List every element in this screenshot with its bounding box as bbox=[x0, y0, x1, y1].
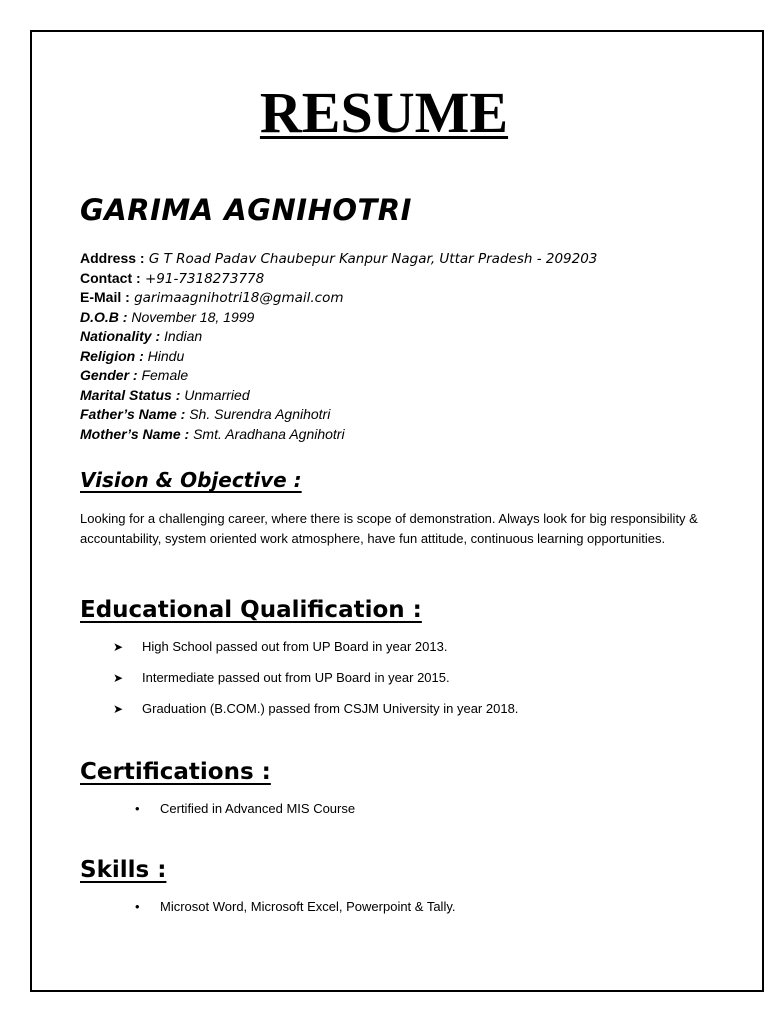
list-item bbox=[113, 668, 713, 699]
gender-row bbox=[80, 366, 720, 386]
mother-name-label: Mother’s Name : bbox=[80, 425, 190, 442]
email-label: E-Mail : bbox=[80, 289, 130, 305]
certifications-heading: Certifications : bbox=[80, 759, 271, 785]
arrow-bullet-icon: ➤ bbox=[113, 640, 124, 654]
email-value: garimaagnihotri18@gmail.com bbox=[129, 290, 344, 306]
education-item-text: High School passed out from UP Board in year 2013. bbox=[142, 639, 448, 654]
mother-name-value: Smt. Aradhana Agnihotri bbox=[189, 425, 345, 442]
skills-heading: Skills : bbox=[80, 857, 167, 883]
certifications-list bbox=[135, 799, 695, 819]
nationality-value: Indian bbox=[160, 328, 203, 344]
vision-heading: Vision & Objective : bbox=[80, 468, 302, 492]
dob-row bbox=[80, 308, 720, 328]
mother-name-row bbox=[80, 425, 720, 445]
nationality-label: Nationality : bbox=[80, 328, 161, 344]
dob-value: November 18, 1999 bbox=[127, 308, 255, 325]
contact-label: Contact : bbox=[80, 269, 141, 286]
education-item-text: Intermediate passed out from UP Board in year 2015. bbox=[142, 670, 450, 685]
gender-label: Gender : bbox=[80, 367, 138, 383]
father-name-row bbox=[80, 405, 720, 425]
religion-value: Hindu bbox=[143, 347, 185, 364]
nationality-row bbox=[80, 327, 720, 347]
marital-status-row bbox=[80, 386, 720, 406]
certification-item-text: Certified in Advanced MIS Course bbox=[160, 801, 356, 816]
education-item-text: Graduation (B.COM.) passed from CSJM University in year 2018. bbox=[142, 701, 519, 716]
education-list bbox=[113, 637, 713, 730]
address-label: Address : bbox=[80, 250, 145, 266]
address-row bbox=[80, 249, 720, 269]
marital-status-label: Marital Status : bbox=[80, 386, 181, 403]
contact-row bbox=[80, 269, 720, 289]
address-value: G T Road Padav Chaubepur Kanpur Nagar, Uttar Pradesh - 209203 bbox=[144, 251, 598, 267]
personal-info bbox=[80, 249, 720, 444]
skills-item-text: Microsot Word, Microsoft Excel, Powerpoint & Tally. bbox=[160, 899, 456, 914]
religion-label: Religion : bbox=[80, 347, 144, 364]
father-name-value: Sh. Surendra Agnihotri bbox=[185, 406, 331, 422]
candidate-name: GARIMA AGNIHOTRI bbox=[80, 193, 412, 227]
email-row bbox=[80, 288, 720, 308]
resume-title: RESUME bbox=[259, 80, 509, 145]
father-name-label: Father’s Name : bbox=[80, 406, 186, 422]
vision-text: Looking for a challenging career, where there is scope of demonstration. Always look for big responsibility & accountability, system oriented work atmosphere, have fun attitude, continuous learning opportunities. bbox=[80, 511, 698, 546]
arrow-bullet-icon: ➤ bbox=[113, 671, 124, 685]
list-item bbox=[135, 897, 695, 917]
marital-status-value: Unmarried bbox=[180, 386, 250, 403]
gender-value: Female bbox=[137, 367, 189, 383]
skills-list bbox=[135, 897, 695, 917]
dob-label: D.O.B : bbox=[80, 308, 128, 325]
list-item bbox=[113, 637, 713, 668]
education-heading: Educational Qualification : bbox=[80, 597, 422, 623]
list-item bbox=[113, 699, 713, 730]
arrow-bullet-icon: ➤ bbox=[113, 702, 124, 716]
list-item bbox=[135, 799, 695, 819]
contact-value: +91-7318273778 bbox=[140, 270, 265, 287]
bullet-icon: • bbox=[135, 899, 140, 914]
religion-row bbox=[80, 347, 720, 367]
bullet-icon: • bbox=[135, 801, 140, 816]
